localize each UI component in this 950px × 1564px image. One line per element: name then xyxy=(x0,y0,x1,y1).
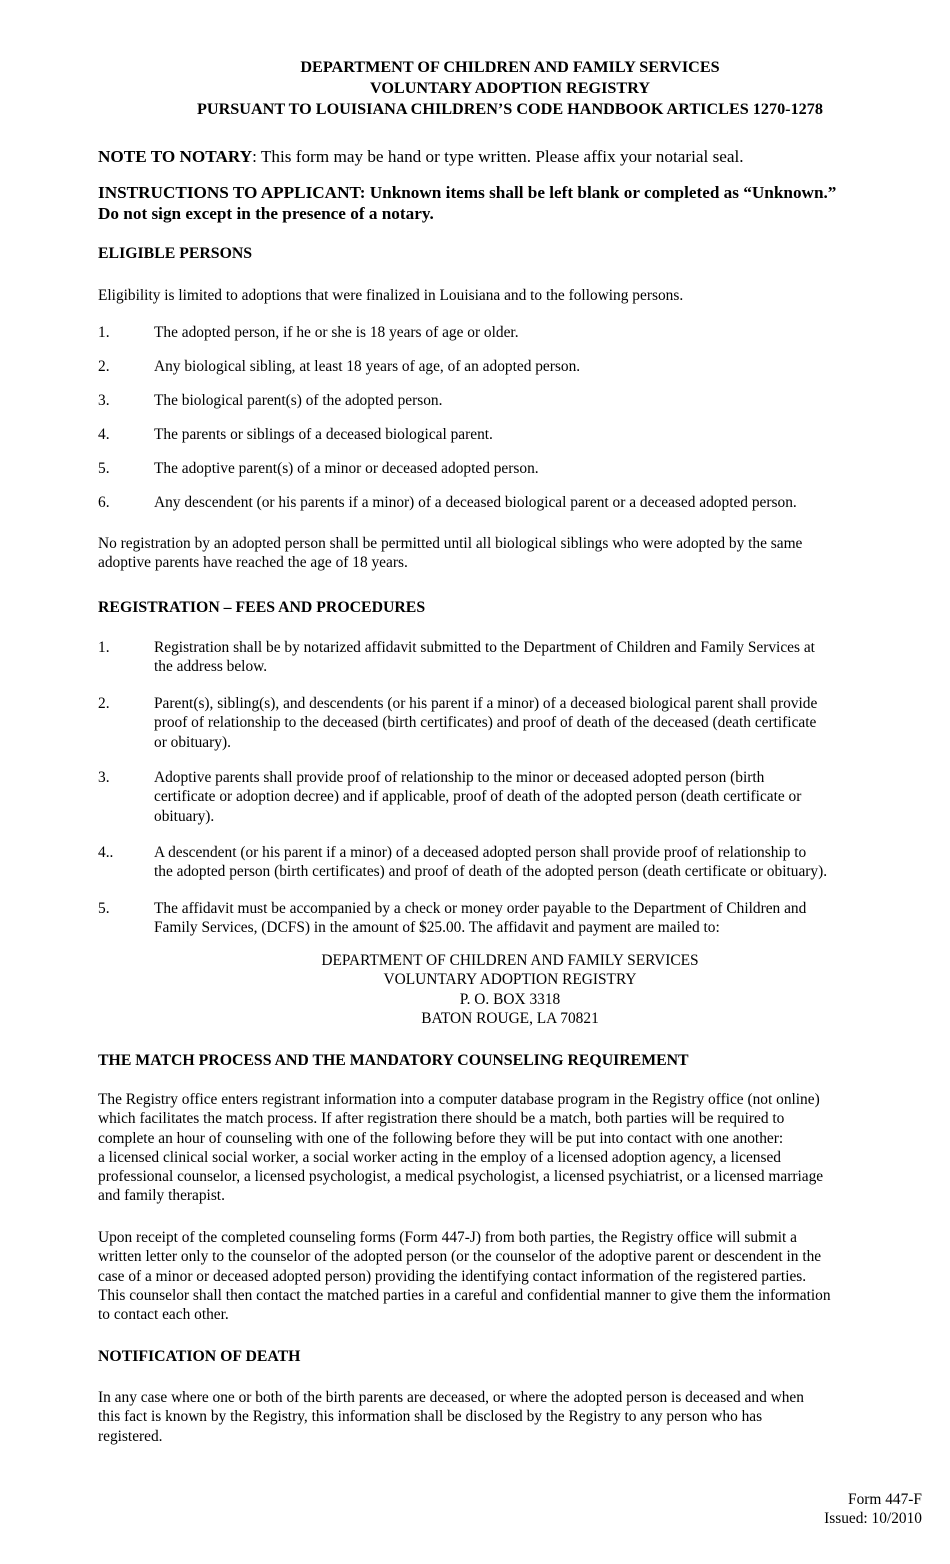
instructions-to-applicant xyxy=(98,182,916,224)
paragraph-line: this fact is known by the Registry, this information shall be disclosed by the Registry to any person who has xyxy=(98,1408,763,1426)
eligible-persons-heading: ELIGIBLE PERSONS xyxy=(98,245,253,262)
list-item-text xyxy=(154,694,916,752)
paragraph-line: case of a minor or deceased adopted person) providing the identifying contact information of the registered parties. xyxy=(98,1267,807,1285)
eligible-closing-line: No registration by an adopted person shall be permitted until all biological siblings who were adopted by the same xyxy=(98,535,803,552)
match-process-heading: THE MATCH PROCESS AND THE MANDATORY COUNSELING REQUIREMENT xyxy=(98,1052,689,1069)
list-item-line: proof of relationship to the deceased (birth certificates) and proof of death of the deceased (death certificate xyxy=(154,714,817,732)
list-item-line: the adopted person (birth certificates) and proof of death of the adopted person (death certificate or obituary). xyxy=(154,863,828,881)
list-item-text: The adoptive parent(s) of a minor or deceased adopted person. xyxy=(154,460,539,477)
paragraph-line: written letter only to the counselor of the adopted person (or the counselor of the adoptive parent or descendent in the xyxy=(98,1248,822,1266)
list-item-line: the address below. xyxy=(154,658,268,676)
address-line: P. O. BOX 3318 xyxy=(459,990,561,1008)
eligible-closing-line: adoptive parents have reached the age of 18 years. xyxy=(98,554,408,572)
paragraph-line: professional counselor, a licensed psychologist, a medical psychologist, a licensed psychiatrist, or a licensed marriage xyxy=(98,1168,824,1186)
paragraph-line: and family therapist. xyxy=(98,1187,225,1205)
address-line: DEPARTMENT OF CHILDREN AND FAMILY SERVICES xyxy=(321,952,699,969)
list-item-line: obituary). xyxy=(154,807,215,825)
address-line: VOLUNTARY ADOPTION REGISTRY xyxy=(383,971,637,989)
list-item-line: Parent(s), sibling(s), and descendents (or his parent if a minor) of a deceased biological parent shall provide xyxy=(154,695,818,712)
list-item-text: The parents or siblings of a deceased biological parent. xyxy=(154,426,493,443)
instructions-line-1: INSTRUCTIONS TO APPLICANT: Unknown items shall be left blank or completed as “Unknown.” xyxy=(98,183,837,202)
paragraph-line: to contact each other. xyxy=(98,1306,229,1324)
paragraph-line: This counselor shall then contact the matched parties in a careful and confidential manner to give them the information xyxy=(98,1286,831,1304)
list-item-text xyxy=(154,638,916,677)
list-item-text: The adopted person, if he or she is 18 years of age or older. xyxy=(154,324,519,341)
paragraph-line: complete an hour of counseling with one of the following before they will be put into contact with one another: xyxy=(98,1129,784,1147)
paragraph-line: The Registry office enters registrant information into a computer database program in the Registry office (not online) xyxy=(98,1091,820,1108)
form-footer xyxy=(622,1490,922,1529)
list-item-text: Any descendent (or his parents if a minor) of a deceased biological parent or a deceased adopted person. xyxy=(154,494,797,511)
mailing-address xyxy=(160,951,860,1028)
header-department: DEPARTMENT OF CHILDREN AND FAMILY SERVICES xyxy=(300,58,720,76)
list-item-number: 5. xyxy=(98,900,110,917)
paragraph-line: registered. xyxy=(98,1427,163,1445)
eligible-closing xyxy=(98,534,916,573)
paragraph-line: a licensed clinical social worker, a social worker acting in the employ of a licensed adoption agency, a licensed xyxy=(98,1148,782,1166)
header-statute: PURSUANT TO LOUISIANA CHILDREN’S CODE HANDBOOK ARTICLES 1270-1278 xyxy=(197,100,823,118)
list-item-line: A descendent (or his parent if a minor) of a deceased adopted person shall provide proof of relationship to xyxy=(154,844,807,861)
list-item-text xyxy=(154,843,916,882)
eligible-intro: Eligibility is limited to adoptions that were finalized in Louisiana and to the following persons. xyxy=(98,287,684,304)
list-item-line: The affidavit must be accompanied by a check or money order payable to the Department of Children and xyxy=(154,900,807,917)
list-item-line: Registration shall be by notarized affidavit submitted to the Department of Children and Family Services at xyxy=(154,639,815,656)
list-item-line: or obituary). xyxy=(154,733,231,751)
paragraph-line: which facilitates the match process. If after registration there should be a match, both parties will be required to xyxy=(98,1110,785,1128)
document-header xyxy=(0,57,950,120)
form-number: Form 447-F xyxy=(848,1491,922,1508)
list-item-number: 3. xyxy=(98,769,110,786)
match-paragraph-2 xyxy=(98,1228,916,1324)
list-item-text: Any biological sibling, at least 18 years of age, of an adopted person. xyxy=(154,358,581,375)
note-to-notary xyxy=(98,146,916,167)
paragraph-line: Upon receipt of the completed counseling forms (Form 447-J) from both parties, the Registry office will submit a xyxy=(98,1229,797,1246)
list-item-text: The biological parent(s) of the adopted person. xyxy=(154,392,443,409)
list-item-line: certificate or adoption decree) and if applicable, proof of death of the adopted person (death certificate or xyxy=(154,788,802,806)
list-item-number: 5. xyxy=(98,460,110,477)
instructions-line-2: Do not sign except in the presence of a notary. xyxy=(98,204,434,223)
issued-date: Issued: 10/2010 xyxy=(824,1510,922,1528)
address-line: BATON ROUGE, LA 70821 xyxy=(421,1009,599,1027)
list-item-text xyxy=(154,768,916,826)
notification-of-death-heading: NOTIFICATION OF DEATH xyxy=(98,1348,301,1365)
list-item-line: Adoptive parents shall provide proof of relationship to the minor or deceased adopted person (birth xyxy=(154,769,765,786)
list-item-number: 2. xyxy=(98,358,110,375)
death-paragraph xyxy=(98,1388,916,1446)
note-to-notary-text: : This form may be hand or type written. Please affix your notarial seal. xyxy=(252,147,744,166)
list-item-line: Family Services, (DCFS) in the amount of $25.00. The affidavit and payment are mailed to: xyxy=(154,919,720,937)
match-paragraph-1 xyxy=(98,1090,916,1206)
list-item-text xyxy=(154,899,916,938)
list-item-number: 4. xyxy=(98,426,110,443)
list-item-number: 1. xyxy=(98,324,110,341)
list-item-number: 2. xyxy=(98,695,110,712)
registration-heading: REGISTRATION – FEES AND PROCEDURES xyxy=(98,599,426,616)
paragraph-line: In any case where one or both of the birth parents are deceased, or where the adopted person is deceased and when xyxy=(98,1389,804,1406)
note-to-notary-label: NOTE TO NOTARY xyxy=(98,147,253,166)
list-item-number: 1. xyxy=(98,639,110,656)
list-item-number: 6. xyxy=(98,494,110,511)
list-item-number: 3. xyxy=(98,392,110,409)
list-item-number: 4.. xyxy=(98,844,114,861)
header-registry: VOLUNTARY ADOPTION REGISTRY xyxy=(369,79,651,97)
